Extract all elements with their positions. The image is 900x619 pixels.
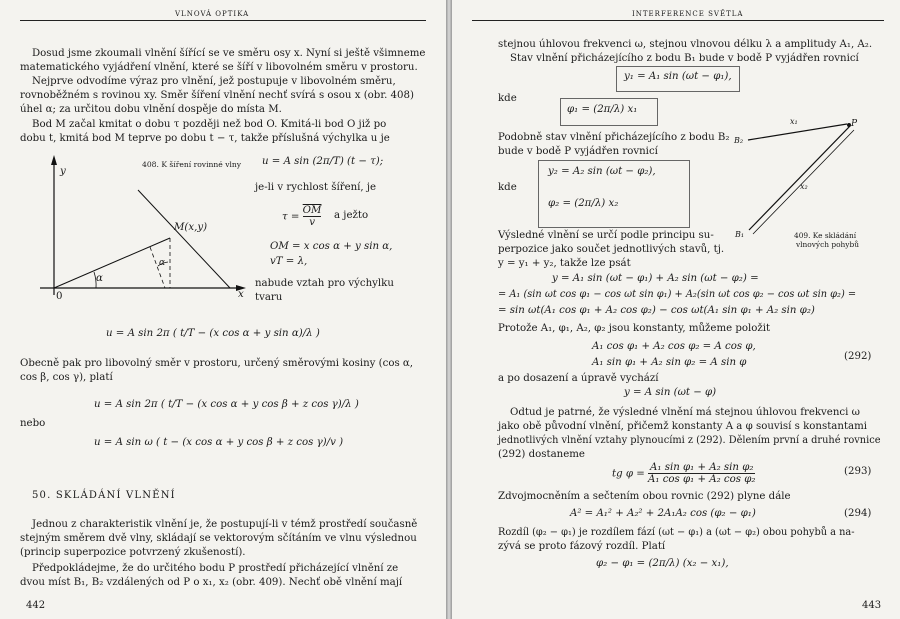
angle-label: α	[96, 273, 103, 284]
point-label-p: P	[851, 119, 858, 129]
segment-label-x2: x₂	[800, 182, 808, 191]
paragraph-line: jako obě původní vlnění, přičemž konstanty A a φ souvisí s konstantami	[498, 421, 868, 432]
paragraph-line: y = y₁ + y₂, takže lze psát	[498, 258, 631, 269]
equation: φ₂ − φ₁ = (2π/λ) (x₂ − x₁),	[596, 558, 729, 569]
paragraph-line: Předpokládejme, že do určitého bodu P prostředí přicházející vlnění ze	[32, 563, 399, 574]
paragraph-line: nebo	[20, 418, 46, 429]
origin-label: 0	[56, 291, 63, 302]
paragraph-line: úhel α; za určitou dobu vlnění dospěje do místa M.	[20, 104, 282, 115]
running-head: VLNOVÁ OPTIKA	[175, 10, 250, 18]
paragraph-line: Výsledné vlnění se určí podle principu su-	[498, 230, 714, 241]
point-label-b1: B₁	[735, 230, 745, 239]
point-label: M(x,y)	[174, 222, 208, 233]
paragraph-line: stejnou úhlovou frekvenci ω, stejnou vlnovou délku λ a amplitudy A₁, A₂.	[498, 39, 873, 50]
side-text: nabude vztah pro výchylku	[255, 278, 394, 289]
equation: A₁ sin φ₁ + A₂ sin φ₂ = A sin φ	[592, 357, 747, 368]
figure-caption: 409. Ke skládání	[794, 231, 857, 240]
angle-label: α	[159, 258, 166, 268]
paragraph-line: dvou míst B₁, B₂ vzdálených od P o x₁, x₂ (obr. 409). Nechť obě vlnění mají	[20, 577, 403, 588]
equation: u = A sin ω ( t − (x cos α + y cos β + z cos γ)/v )	[94, 437, 344, 448]
paragraph-line: Obecně pak pro libovolný směr v prostoru, určený směrovými kosiny (cos α,	[20, 358, 414, 369]
equation: y = A sin (ωt − φ)	[624, 387, 717, 398]
equation: OM = x cos α + y sin α,	[270, 241, 393, 252]
equation: u = A sin 2π ( t/T − (x cos α + y sin α)/λ )	[106, 328, 320, 339]
paragraph-line: kde	[498, 182, 517, 193]
axis-label-y: y	[60, 166, 66, 177]
equation: vT = λ,	[270, 256, 308, 267]
side-text: je-li v rychlost šíření, je	[255, 182, 377, 193]
paragraph-line: Rozdíl (φ₂ − φ₁) je rozdílem fází (ωt − φ₁) a (ωt − φ₂) obou pohybů a na-	[498, 527, 855, 538]
paragraph-line: a po dosazení a úpravě vychází	[498, 373, 659, 384]
equation-number: (294)	[844, 508, 872, 519]
equation: φ₂ = (2π/λ) x₂	[548, 198, 619, 209]
equation: y = A₁ sin (ωt − φ₁) + A₂ sin (ωt − φ₂) =	[552, 273, 759, 284]
paragraph-line: Protože A₁, φ₁, A₂, φ₂ jsou konstanty, můžeme položit	[498, 323, 771, 334]
paragraph-line: stejným směrem dvě vlny, skládají se vektorovým sčítáním ve vlnu výslednou	[20, 533, 417, 544]
paragraph-line: rovnoběžném s rovinou xy. Směr šíření vlnění nechť svírá s osou x (obr. 408)	[20, 90, 414, 101]
equation: y₁ = A₁ sin (ωt − φ₁),	[624, 71, 732, 82]
paragraph-line: dobu t, kmitá bod M teprve po dobu t − τ, takže příslušná výchylka u je	[20, 133, 390, 144]
equation-number: (293)	[844, 466, 872, 477]
paragraph-line: (princip superpozice potvrzený zkušeností).	[20, 547, 246, 558]
paragraph-line: Stav vlnění přicházejícího z bodu B₁ bude v bodě P vyjádřen rovnicí	[510, 53, 859, 64]
paragraph-line: cos β, cos γ), platí	[20, 372, 113, 383]
section-heading: 50. SKLÁDÁNÍ VLNĚNÍ	[32, 490, 176, 501]
page-number: 442	[26, 600, 46, 611]
page-number: 443	[862, 600, 882, 611]
paragraph-line: jednotlivých vlnění vztahy plynoucími z (292). Dělením první a druhé rovnice	[498, 435, 881, 446]
segment-label-x1: x₁	[790, 117, 798, 126]
equation: A² = A₁² + A₂² + 2A₁A₂ cos (φ₂ − φ₁)	[570, 508, 756, 519]
point-label-b2: B₂	[734, 136, 744, 145]
paragraph-line: bude v bodě P vyjádřen rovnicí	[498, 146, 658, 157]
figure-caption: 408. K šíření rovinné vlny	[142, 160, 242, 169]
paragraph-line: kde	[498, 93, 517, 104]
left-page	[0, 0, 446, 619]
equation: u = A sin (2π/T) (t − τ);	[262, 156, 384, 167]
paragraph-line: perpozice jako součet jednotlivých stavů, tj.	[498, 244, 725, 255]
equation: tg φ = $\frac{\text{A₁ sin φ₁ + A₂ sin φ₂}}{\text{A₁ cos φ₁ + A₂ cos φ₂}}$	[612, 462, 756, 485]
equation: y₂ = A₂ sin (ωt − φ₂),	[548, 166, 656, 177]
figure-caption: vlnových pohybů	[796, 240, 859, 249]
equation: u = A sin 2π ( t/T − (x cos α + y cos β + z cos γ)/λ )	[94, 399, 359, 410]
paragraph-line: Podobně stav vlnění přicházejícího z bodu B₂	[498, 132, 730, 143]
side-text: a ježto	[334, 210, 369, 221]
equation: τ = $\frac{\overline{OM}}{v}$	[282, 205, 322, 228]
paragraph-line: Bod M začal kmitat o dobu τ později než bod O. Kmitá-li bod O již po	[32, 119, 387, 130]
paragraph-line: Nejprve odvodíme výraz pro vlnění, jež postupuje v libovolném směru,	[32, 76, 396, 87]
equation-number: (292)	[844, 351, 872, 362]
paragraph-line: Odtud je patrné, že výsledné vlnění má stejnou úhlovou frekvenci ω	[510, 407, 860, 418]
running-head: INTERFERENCE SVĚTLA	[632, 10, 744, 18]
axis-label-x: x	[238, 289, 244, 300]
paragraph-line: Dosud jsme zkoumali vlnění šířící se ve směru osy x. Nyní si ještě všimneme	[32, 48, 426, 59]
equation: = sin ωt(A₁ cos φ₁ + A₂ cos φ₂) − cos ωt(A₁ sin φ₁ + A₂ sin φ₂)	[498, 305, 815, 316]
equation: A₁ cos φ₁ + A₂ cos φ₂ = A cos φ,	[592, 341, 756, 352]
paragraph-line: Jednou z charakteristik vlnění je, že postupují-li v témž prostředí současně	[32, 519, 418, 530]
paragraph-line: matematického vyjádření vlnění, které se šíří v libovolném směru v prostoru.	[20, 62, 418, 73]
paragraph-line: (292) dostaneme	[498, 449, 585, 460]
paragraph-line: Zdvojmocněním a sečtením obou rovnic (292) plyne dále	[498, 491, 791, 502]
equation: φ₁ = (2π/λ) x₁	[567, 104, 638, 115]
paragraph-line: zývá se proto fázový rozdíl. Platí	[498, 541, 666, 552]
side-text: tvaru	[255, 292, 283, 303]
right-page	[452, 0, 900, 619]
equation: = A₁ (sin ωt cos φ₁ − cos ωt sin φ₁) + A₂(sin ωt cos φ₂ − cos ωt sin φ₂) =	[498, 289, 857, 300]
